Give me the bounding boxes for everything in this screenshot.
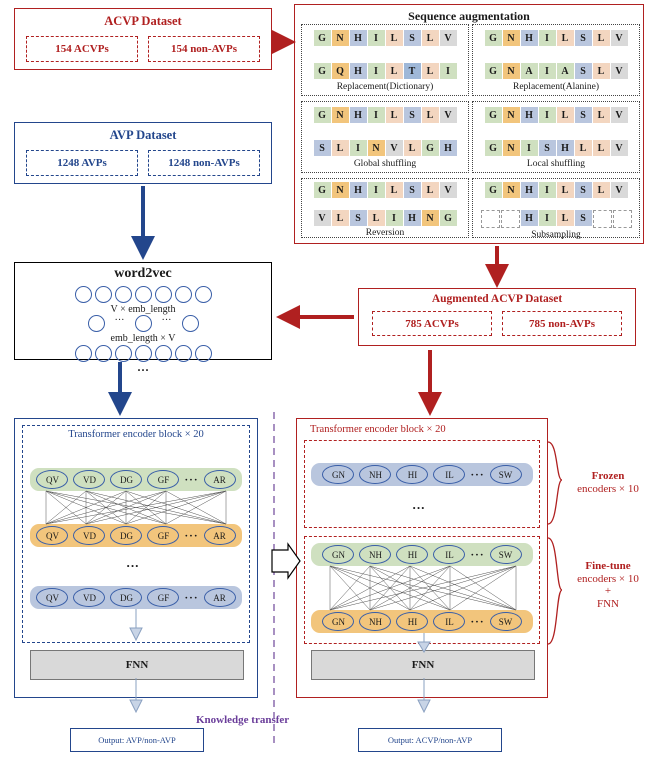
avp-negative-label: 1248 non-AVPs [168, 157, 240, 169]
hidden-dots-2: ··· [161, 315, 172, 326]
left-model-mid-dots: ··· [126, 558, 140, 573]
word2vec-dim-in: V × emb_length [110, 304, 176, 315]
residue-cell: S [575, 30, 592, 46]
frozen-rest: encoders × 10 [577, 482, 639, 495]
augmented-acvp-title: Augmented ACVP Dataset [431, 293, 563, 305]
residue-cell: N [422, 210, 439, 226]
residue-cell: L [557, 210, 574, 226]
residue-cell: G [422, 140, 439, 156]
encoder-token: IL [433, 545, 465, 564]
augmentation-panel-subsampling [472, 178, 640, 238]
encoder-token: GF [147, 470, 179, 489]
residue-cell: G [440, 210, 457, 226]
residue-cell: I [539, 30, 556, 46]
residue-cell [613, 210, 632, 228]
augmented-negative-chip [502, 311, 622, 336]
word2vec-input-layer [15, 286, 271, 303]
encoder-token: SW [490, 612, 522, 631]
residue-cell: I [539, 182, 556, 198]
avp-dataset-title: AVP Dataset [109, 128, 177, 142]
encoder-token: GN [322, 612, 354, 631]
residue-cell: I [521, 140, 538, 156]
residue-cell: L [386, 182, 403, 198]
avp-dataset-panel [14, 122, 272, 184]
encoder-token: AR [204, 526, 236, 545]
residue-cell: H [557, 140, 574, 156]
avp-positive-chip [26, 150, 138, 176]
residue-cell [481, 210, 500, 228]
right-frozen-dots: ··· [412, 500, 426, 515]
right-encoder-row-2 [311, 543, 533, 566]
neuron [135, 286, 152, 303]
encoder-token: GN [322, 545, 354, 564]
neuron [182, 315, 199, 332]
encoder-token: QV [36, 588, 68, 607]
residue-cell: N [503, 140, 520, 156]
residue-cell: L [422, 107, 439, 123]
residue-cell: V [611, 182, 628, 198]
residue-cell: S [575, 63, 592, 79]
residue-cell: L [557, 30, 574, 46]
augmentation-caption: Subsampling [531, 230, 581, 240]
acvp-negative-label: 154 non-AVPs [170, 43, 238, 55]
residue-cell: G [485, 140, 502, 156]
frozen-encoders-label [566, 470, 650, 495]
seq-top-row [473, 30, 639, 46]
residue-cell: N [503, 30, 520, 46]
residue-cell: I [368, 107, 385, 123]
residue-cell: N [368, 140, 385, 156]
right-encoder-row-3 [311, 610, 533, 633]
neuron [195, 286, 212, 303]
encoder-token: HI [396, 465, 428, 484]
augmentation-caption: Reversion [365, 228, 405, 238]
residue-cell: I [350, 140, 367, 156]
neuron [155, 345, 172, 362]
residue-cell [593, 210, 612, 228]
residue-cell: I [386, 210, 403, 226]
residue-cell: A [521, 63, 538, 79]
left-encoder-row-1 [30, 468, 242, 491]
neuron [175, 345, 192, 362]
word2vec-title: word2vec [114, 266, 172, 281]
seq-bottom-row [473, 63, 639, 79]
residue-cell: H [521, 210, 538, 226]
augmented-negative-label: 785 non-AVPs [528, 317, 596, 330]
avp-positive-label: 1248 AVPs [57, 157, 107, 169]
encoder-token: HI [396, 612, 428, 631]
residue-cell: N [332, 107, 349, 123]
acvp-dataset-title: ACVP Dataset [104, 14, 182, 28]
right-output-box: Output: ACVP/non-AVP [358, 728, 502, 752]
residue-cell: L [422, 63, 439, 79]
residue-cell: H [350, 182, 367, 198]
residue-cell: V [611, 30, 628, 46]
residue-cell: G [485, 107, 502, 123]
augmented-positive-chip [372, 311, 492, 336]
encoder-token: SW [490, 545, 522, 564]
neuron [135, 315, 152, 332]
neuron [195, 345, 212, 362]
encoder-token-dots: ··· [184, 473, 199, 486]
encoder-token: HI [396, 545, 428, 564]
word2vec-hidden-layer [15, 315, 271, 332]
residue-cell: I [539, 210, 556, 226]
residue-cell: V [314, 210, 331, 226]
encoder-token: VD [73, 588, 105, 607]
neuron [135, 345, 152, 362]
neuron [115, 345, 132, 362]
residue-cell: V [440, 30, 457, 46]
residue-cell: N [332, 182, 349, 198]
neuron [75, 286, 92, 303]
encoder-token: VD [73, 470, 105, 489]
augmentation-panel-global-shuffling [301, 101, 469, 173]
residue-cell: L [593, 140, 610, 156]
neuron [175, 286, 192, 303]
encoder-token-dots: ··· [470, 548, 485, 561]
encoder-token: GF [147, 588, 179, 607]
encoder-token: IL [433, 465, 465, 484]
encoder-token-dots: ··· [470, 468, 485, 481]
neuron [88, 315, 105, 332]
avp-negative-chip [148, 150, 260, 176]
residue-cell: I [368, 182, 385, 198]
right-encoder-row-1 [311, 463, 533, 486]
residue-cell: L [386, 30, 403, 46]
residue-cell: G [485, 182, 502, 198]
left-encoder-row-2 [30, 524, 242, 547]
left-model-title: Transformer encoder block × 20 [68, 429, 204, 440]
encoder-token-dots: ··· [184, 529, 199, 542]
residue-cell: S [404, 30, 421, 46]
residue-cell: V [440, 107, 457, 123]
residue-cell: G [485, 63, 502, 79]
residue-cell: S [575, 210, 592, 226]
word2vec-bottom-dots: ··· [136, 363, 149, 377]
residue-cell: I [539, 107, 556, 123]
residue-cell: L [422, 182, 439, 198]
seq-bottom-row [302, 63, 468, 79]
residue-cell: S [575, 182, 592, 198]
residue-cell: I [368, 63, 385, 79]
residue-cell: V [611, 107, 628, 123]
residue-cell: L [368, 210, 385, 226]
residue-cell: G [314, 107, 331, 123]
residue-cell: V [611, 140, 628, 156]
right-model-title: Transformer encoder block × 20 [310, 424, 446, 435]
residue-cell: N [503, 63, 520, 79]
encoder-token-dots: ··· [184, 591, 199, 604]
finetune-bold: Fine-tune [585, 560, 631, 572]
word2vec-output-layer [15, 345, 271, 362]
residue-cell: G [314, 182, 331, 198]
hidden-dots: ··· [114, 315, 125, 326]
residue-cell: N [503, 182, 520, 198]
neuron [155, 286, 172, 303]
encoder-token: QV [36, 470, 68, 489]
encoder-token: AR [204, 470, 236, 489]
augmentation-panel-replacement-dictionary [301, 24, 469, 96]
encoder-token-dots: ··· [470, 615, 485, 628]
augmentation-panel-replacement-alanine [472, 24, 640, 96]
seq-top-row [302, 30, 468, 46]
acvp-positive-chip [26, 36, 138, 62]
encoder-token: SW [490, 465, 522, 484]
acvp-negative-chip [148, 36, 260, 62]
residue-cell: G [314, 30, 331, 46]
residue-cell: H [350, 30, 367, 46]
left-output-box: Output: AVP/non-AVP [70, 728, 204, 752]
residue-cell: G [314, 63, 331, 79]
encoder-token: QV [36, 526, 68, 545]
seq-top-row [302, 107, 468, 123]
residue-cell: L [557, 107, 574, 123]
residue-cell: V [611, 63, 628, 79]
residue-cell: H [404, 210, 421, 226]
seq-bottom-row [473, 210, 639, 228]
residue-cell: L [422, 30, 439, 46]
residue-cell: S [404, 182, 421, 198]
residue-cell: Q [332, 63, 349, 79]
acvp-dataset-panel [14, 8, 272, 70]
residue-cell: S [404, 107, 421, 123]
acvp-positive-label: 154 ACVPs [55, 43, 109, 55]
residue-cell: H [350, 63, 367, 79]
residue-cell [501, 210, 520, 228]
augmented-positive-label: 785 ACVPs [405, 317, 459, 330]
residue-cell: A [557, 63, 574, 79]
neuron [95, 345, 112, 362]
encoder-token: NH [359, 612, 391, 631]
residue-cell: I [539, 63, 556, 79]
residue-cell: L [593, 30, 610, 46]
seq-bottom-row [302, 210, 468, 226]
word2vec-dim-out: emb_length × V [110, 333, 176, 344]
encoder-token: IL [433, 612, 465, 631]
residue-cell: L [557, 182, 574, 198]
residue-cell: L [332, 210, 349, 226]
residue-cell: L [386, 63, 403, 79]
augmentation-caption: Replacement(Dictionary) [336, 82, 434, 92]
residue-cell: H [521, 30, 538, 46]
residue-cell: I [440, 63, 457, 79]
encoder-token: VD [73, 526, 105, 545]
seq-top-row [302, 182, 468, 198]
augmentation-panel-reversion [301, 178, 469, 238]
knowledge-transfer-label: Knowledge transfer [196, 714, 290, 726]
residue-cell: L [575, 140, 592, 156]
augmentation-caption: Global shuffling [353, 159, 417, 169]
residue-cell: S [575, 107, 592, 123]
residue-cell: N [332, 30, 349, 46]
frozen-bold: Frozen [591, 470, 625, 482]
encoder-token: NH [359, 545, 391, 564]
neuron [115, 286, 132, 303]
left-fnn: FNN [30, 650, 244, 680]
residue-cell: H [350, 107, 367, 123]
neuron [75, 345, 92, 362]
seq-bottom-row [302, 140, 468, 156]
residue-cell: N [503, 107, 520, 123]
seq-top-row [473, 182, 639, 198]
residue-cell: L [404, 140, 421, 156]
residue-cell: S [314, 140, 331, 156]
finetune-label: Fine-tune encoders × 10 + FNN [577, 560, 639, 610]
residue-cell: L [593, 182, 610, 198]
residue-cell: L [593, 63, 610, 79]
encoder-token: AR [204, 588, 236, 607]
residue-cell: H [521, 107, 538, 123]
residue-cell: S [350, 210, 367, 226]
residue-cell: L [332, 140, 349, 156]
seq-bottom-row [473, 140, 639, 156]
word2vec-panel [14, 262, 272, 377]
encoder-token: DG [110, 588, 142, 607]
residue-cell: I [368, 30, 385, 46]
augmentation-panel-local-shuffling [472, 101, 640, 173]
encoder-token: GN [322, 465, 354, 484]
augmentation-caption: Local shuffling [526, 159, 586, 169]
augmented-acvp-panel [358, 288, 636, 346]
neuron [95, 286, 112, 303]
residue-cell: L [386, 107, 403, 123]
residue-cell: L [593, 107, 610, 123]
right-fnn: FNN [311, 650, 535, 680]
residue-cell: T [404, 63, 421, 79]
residue-cell: H [440, 140, 457, 156]
residue-cell: V [440, 182, 457, 198]
encoder-token: NH [359, 465, 391, 484]
residue-cell: G [485, 30, 502, 46]
residue-cell: H [521, 182, 538, 198]
sequence-augmentation-title: Sequence augmentation [408, 9, 530, 23]
left-encoder-row-3 [30, 586, 242, 609]
encoder-token: GF [147, 526, 179, 545]
encoder-token: DG [110, 526, 142, 545]
residue-cell: V [386, 140, 403, 156]
residue-cell: S [539, 140, 556, 156]
seq-top-row [473, 107, 639, 123]
augmentation-caption: Replacement(Alanine) [513, 82, 599, 92]
encoder-token: DG [110, 470, 142, 489]
